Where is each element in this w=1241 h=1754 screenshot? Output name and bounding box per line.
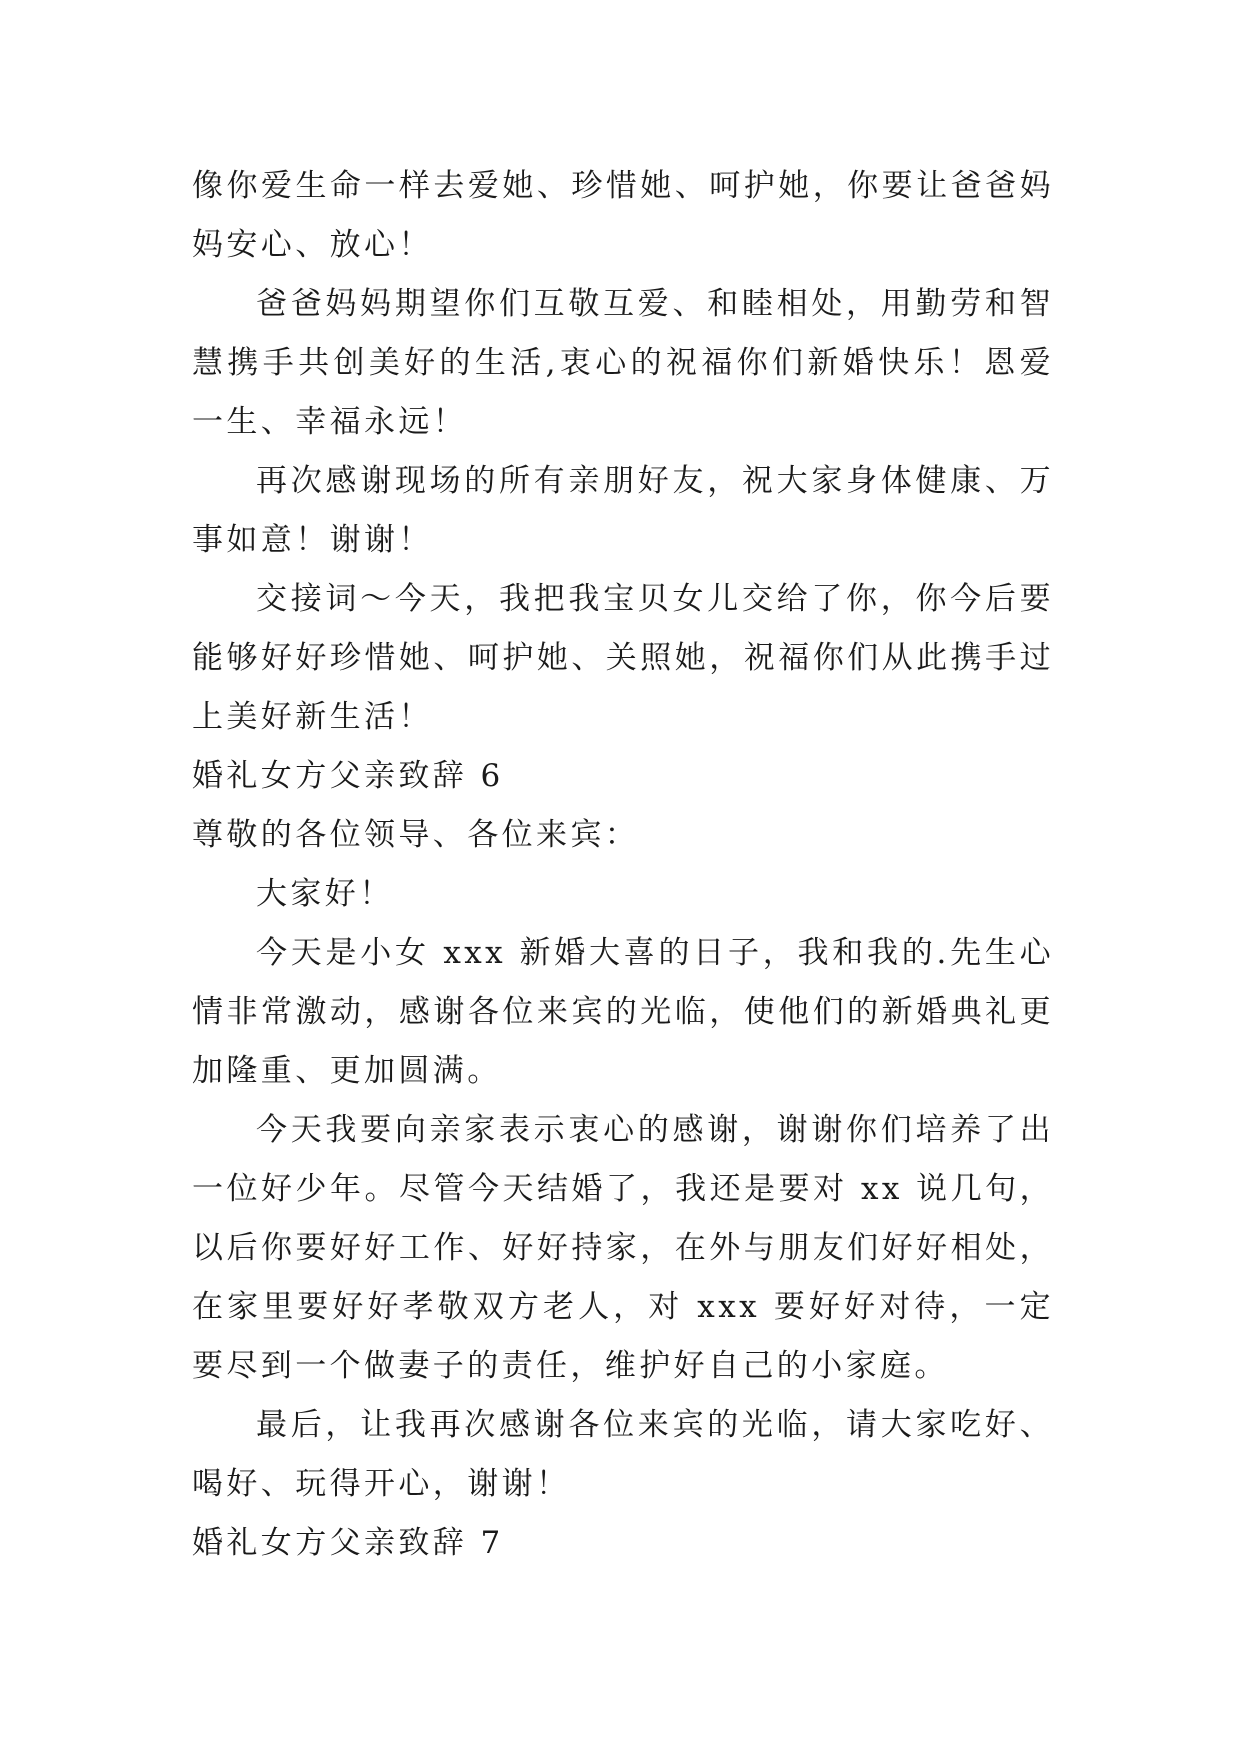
section-heading: 婚礼女方父亲致辞 6 bbox=[192, 758, 504, 794]
paragraph: 爸爸妈妈期望你们互敬互爱、和睦相处，用勤劳和智慧携手共创美好的生活,衷心的祝福你们新婚快乐！恩爱一生、幸福永远！ bbox=[192, 286, 1054, 440]
section-heading: 婚礼女方父亲致辞 7 bbox=[192, 1525, 504, 1561]
paragraph: 今天是小女 xxx 新婚大喜的日子，我和我的.先生心情非常激动，感谢各位来宾的光临，使他们的新婚典礼更加隆重、更加圆满。 bbox=[192, 935, 1054, 1089]
greeting: 大家好！ bbox=[256, 876, 394, 912]
salutation: 尊敬的各位领导、各位来宾： bbox=[192, 817, 640, 853]
paragraph: 今天我要向亲家表示衷心的感谢，谢谢你们培养了出一位好少年。尽管今天结婚了，我还是要对 xx 说几句，以后你要好好工作、好好持家，在外与朋友们好好相处，在家里要好好孝敬双方老人，对 xxx 要好好对待，一定要尽到一个做妻子的责任，维护好自己的小家庭。 bbox=[192, 1112, 1054, 1384]
paragraph: 交接词～今天，我把我宝贝女儿交给了你，你今后要能够好好珍惜她、呵护她、关照她，祝福你们从此携手过上美好新生活！ bbox=[192, 581, 1054, 735]
document-body bbox=[192, 157, 1054, 1573]
paragraph: 再次感谢现场的所有亲朋好友，祝大家身体健康、万事如意！谢谢！ bbox=[192, 463, 1054, 558]
paragraph: 像你爱生命一样去爱她、珍惜她、呵护她，你要让爸爸妈妈安心、放心！ bbox=[192, 168, 1054, 263]
paragraph: 最后，让我再次感谢各位来宾的光临，请大家吃好、喝好、玩得开心，谢谢！ bbox=[192, 1407, 1054, 1502]
